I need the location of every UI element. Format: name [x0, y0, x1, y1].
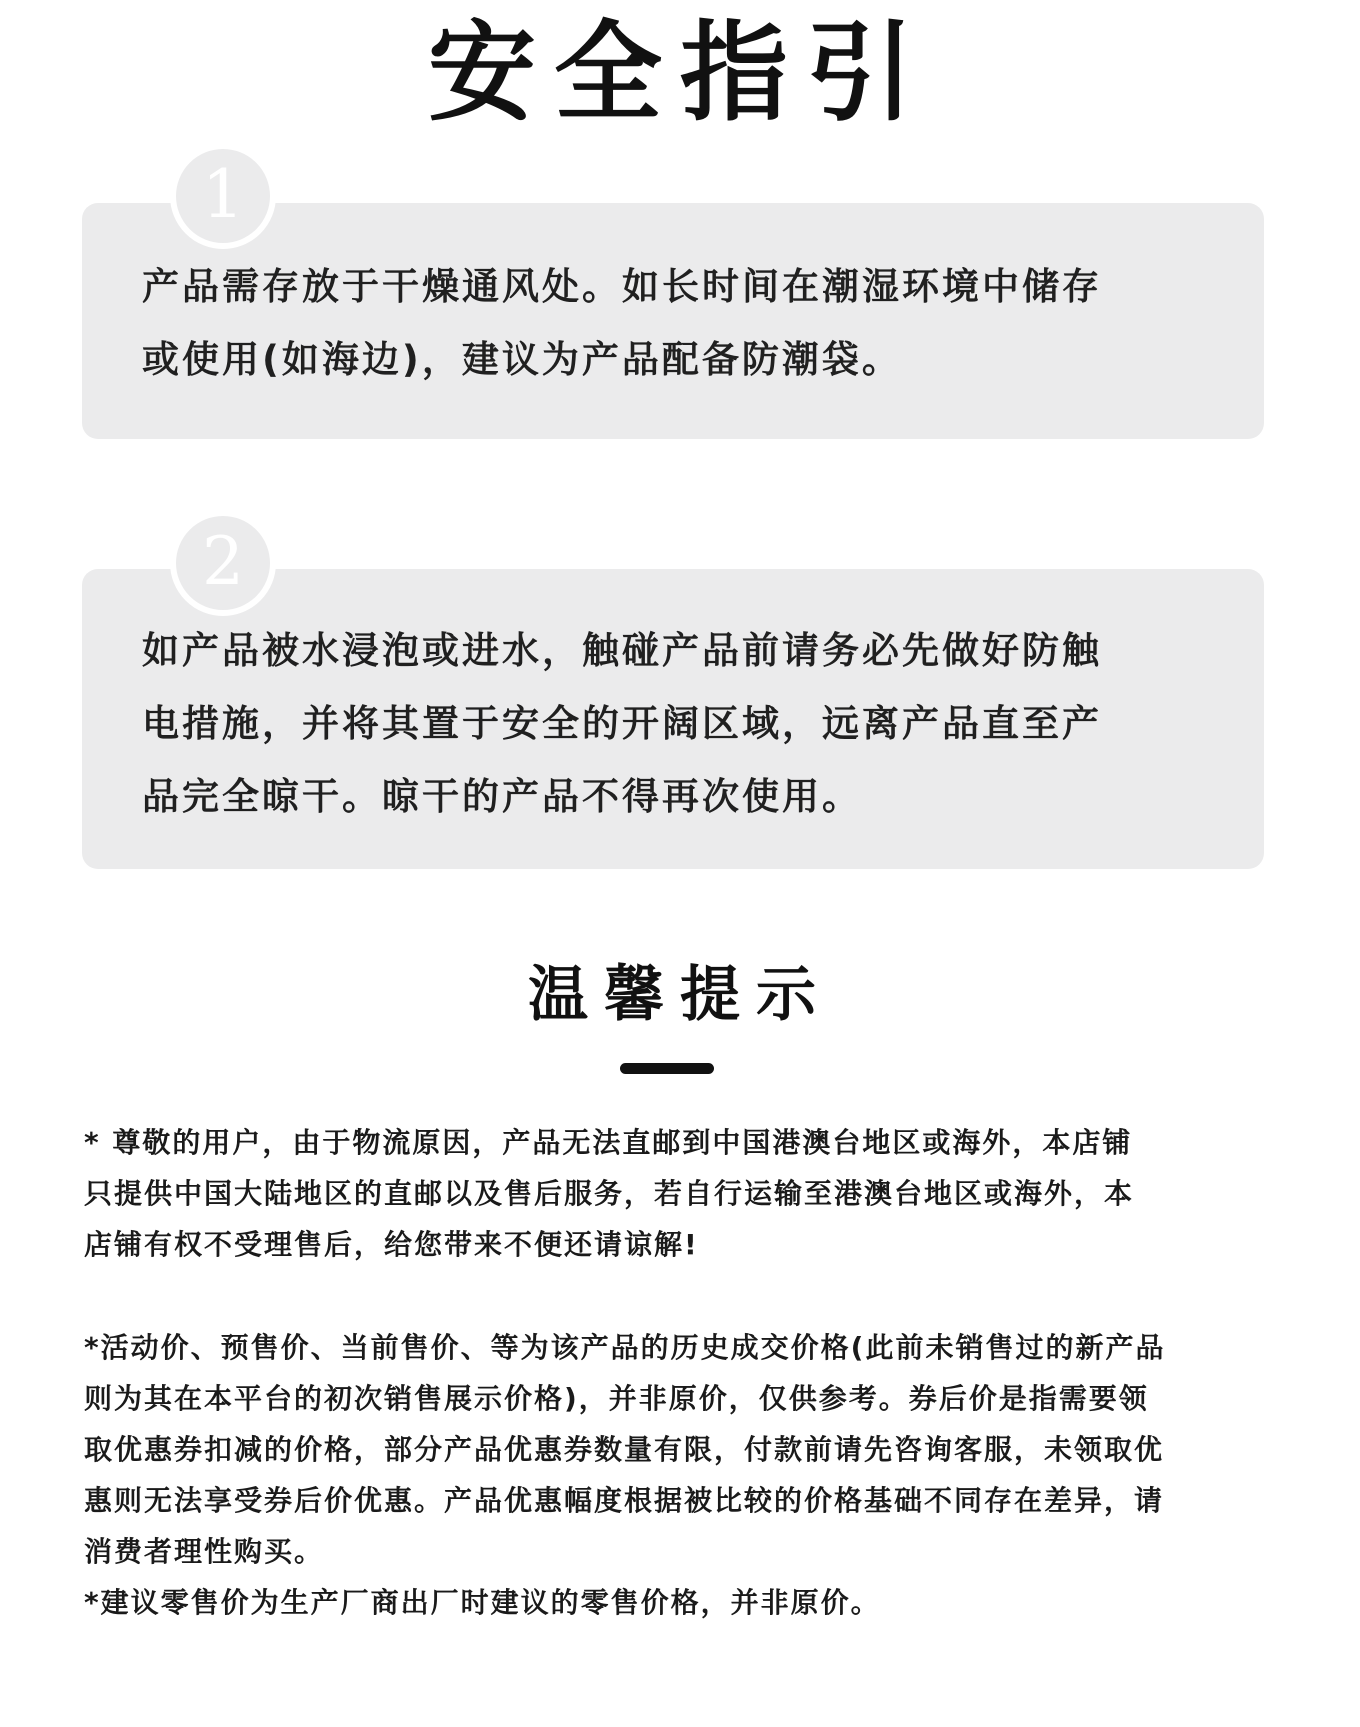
step-number-badge-2: 2 — [170, 510, 276, 616]
retail-price-notice-line: *建议零售价为生产厂商出厂时建议的零售价格，并非原价。 — [84, 1586, 881, 1619]
safety-card-1-line: 产品需存放于干燥通风处。如长时间在潮湿环境中储存 — [142, 265, 1102, 308]
safety-card-1-line: 或使用(如海边)，建议为产品配备防潮袋。 — [142, 338, 902, 381]
price-notice-line: *活动价、预售价、当前售价、等为该产品的历史成交价格(此前未销售过的新产品 — [84, 1331, 1166, 1364]
shipping-notice-line: 只提供中国大陆地区的直邮以及售后服务，若自行运输至港澳台地区或海外，本 — [84, 1177, 1135, 1210]
price-notice-line: 消费者理性购买。 — [84, 1535, 325, 1568]
page-title: 安全指引 — [427, 11, 932, 136]
price-notice — [84, 1322, 1280, 1577]
step-number-badge-1: 1 — [170, 143, 276, 249]
safety-card-2-line: 品完全晾干。晾干的产品不得再次使用。 — [142, 775, 862, 818]
shipping-notice — [84, 1117, 1280, 1270]
shipping-notice-line: 店铺有权不受理售后，给您带来不便还请谅解! — [84, 1228, 699, 1261]
price-notice-line: 则为其在本平台的初次销售展示价格)，并非原价，仅供参考。券后价是指需要领 — [84, 1382, 1149, 1415]
safety-card-2 — [82, 569, 1264, 869]
safety-card-2-line: 如产品被水浸泡或进水，触碰产品前请务必先做好防触 — [142, 629, 1102, 672]
safety-card-2-text — [142, 614, 1204, 833]
safety-card-2-line: 电措施，并将其置于安全的开阔区域，远离产品直至产 — [142, 702, 1102, 745]
safety-card-1 — [82, 203, 1264, 439]
price-notice-line: 惠则无法享受券后价优惠。产品优惠幅度根据被比较的价格基础不同存在差异，请 — [84, 1484, 1165, 1517]
retail-price-notice — [84, 1577, 1280, 1628]
tips-heading: 温馨提示 — [528, 960, 832, 1030]
safety-card-1-text — [142, 250, 1204, 396]
shipping-notice-line: * 尊敬的用户，由于物流原因，产品无法直邮到中国港澳台地区或海外，本店铺 — [84, 1126, 1133, 1159]
price-notice-line: 取优惠券扣减的价格，部分产品优惠券数量有限，付款前请先咨询客服，未领取优 — [84, 1433, 1165, 1466]
heading-divider — [620, 1063, 714, 1074]
